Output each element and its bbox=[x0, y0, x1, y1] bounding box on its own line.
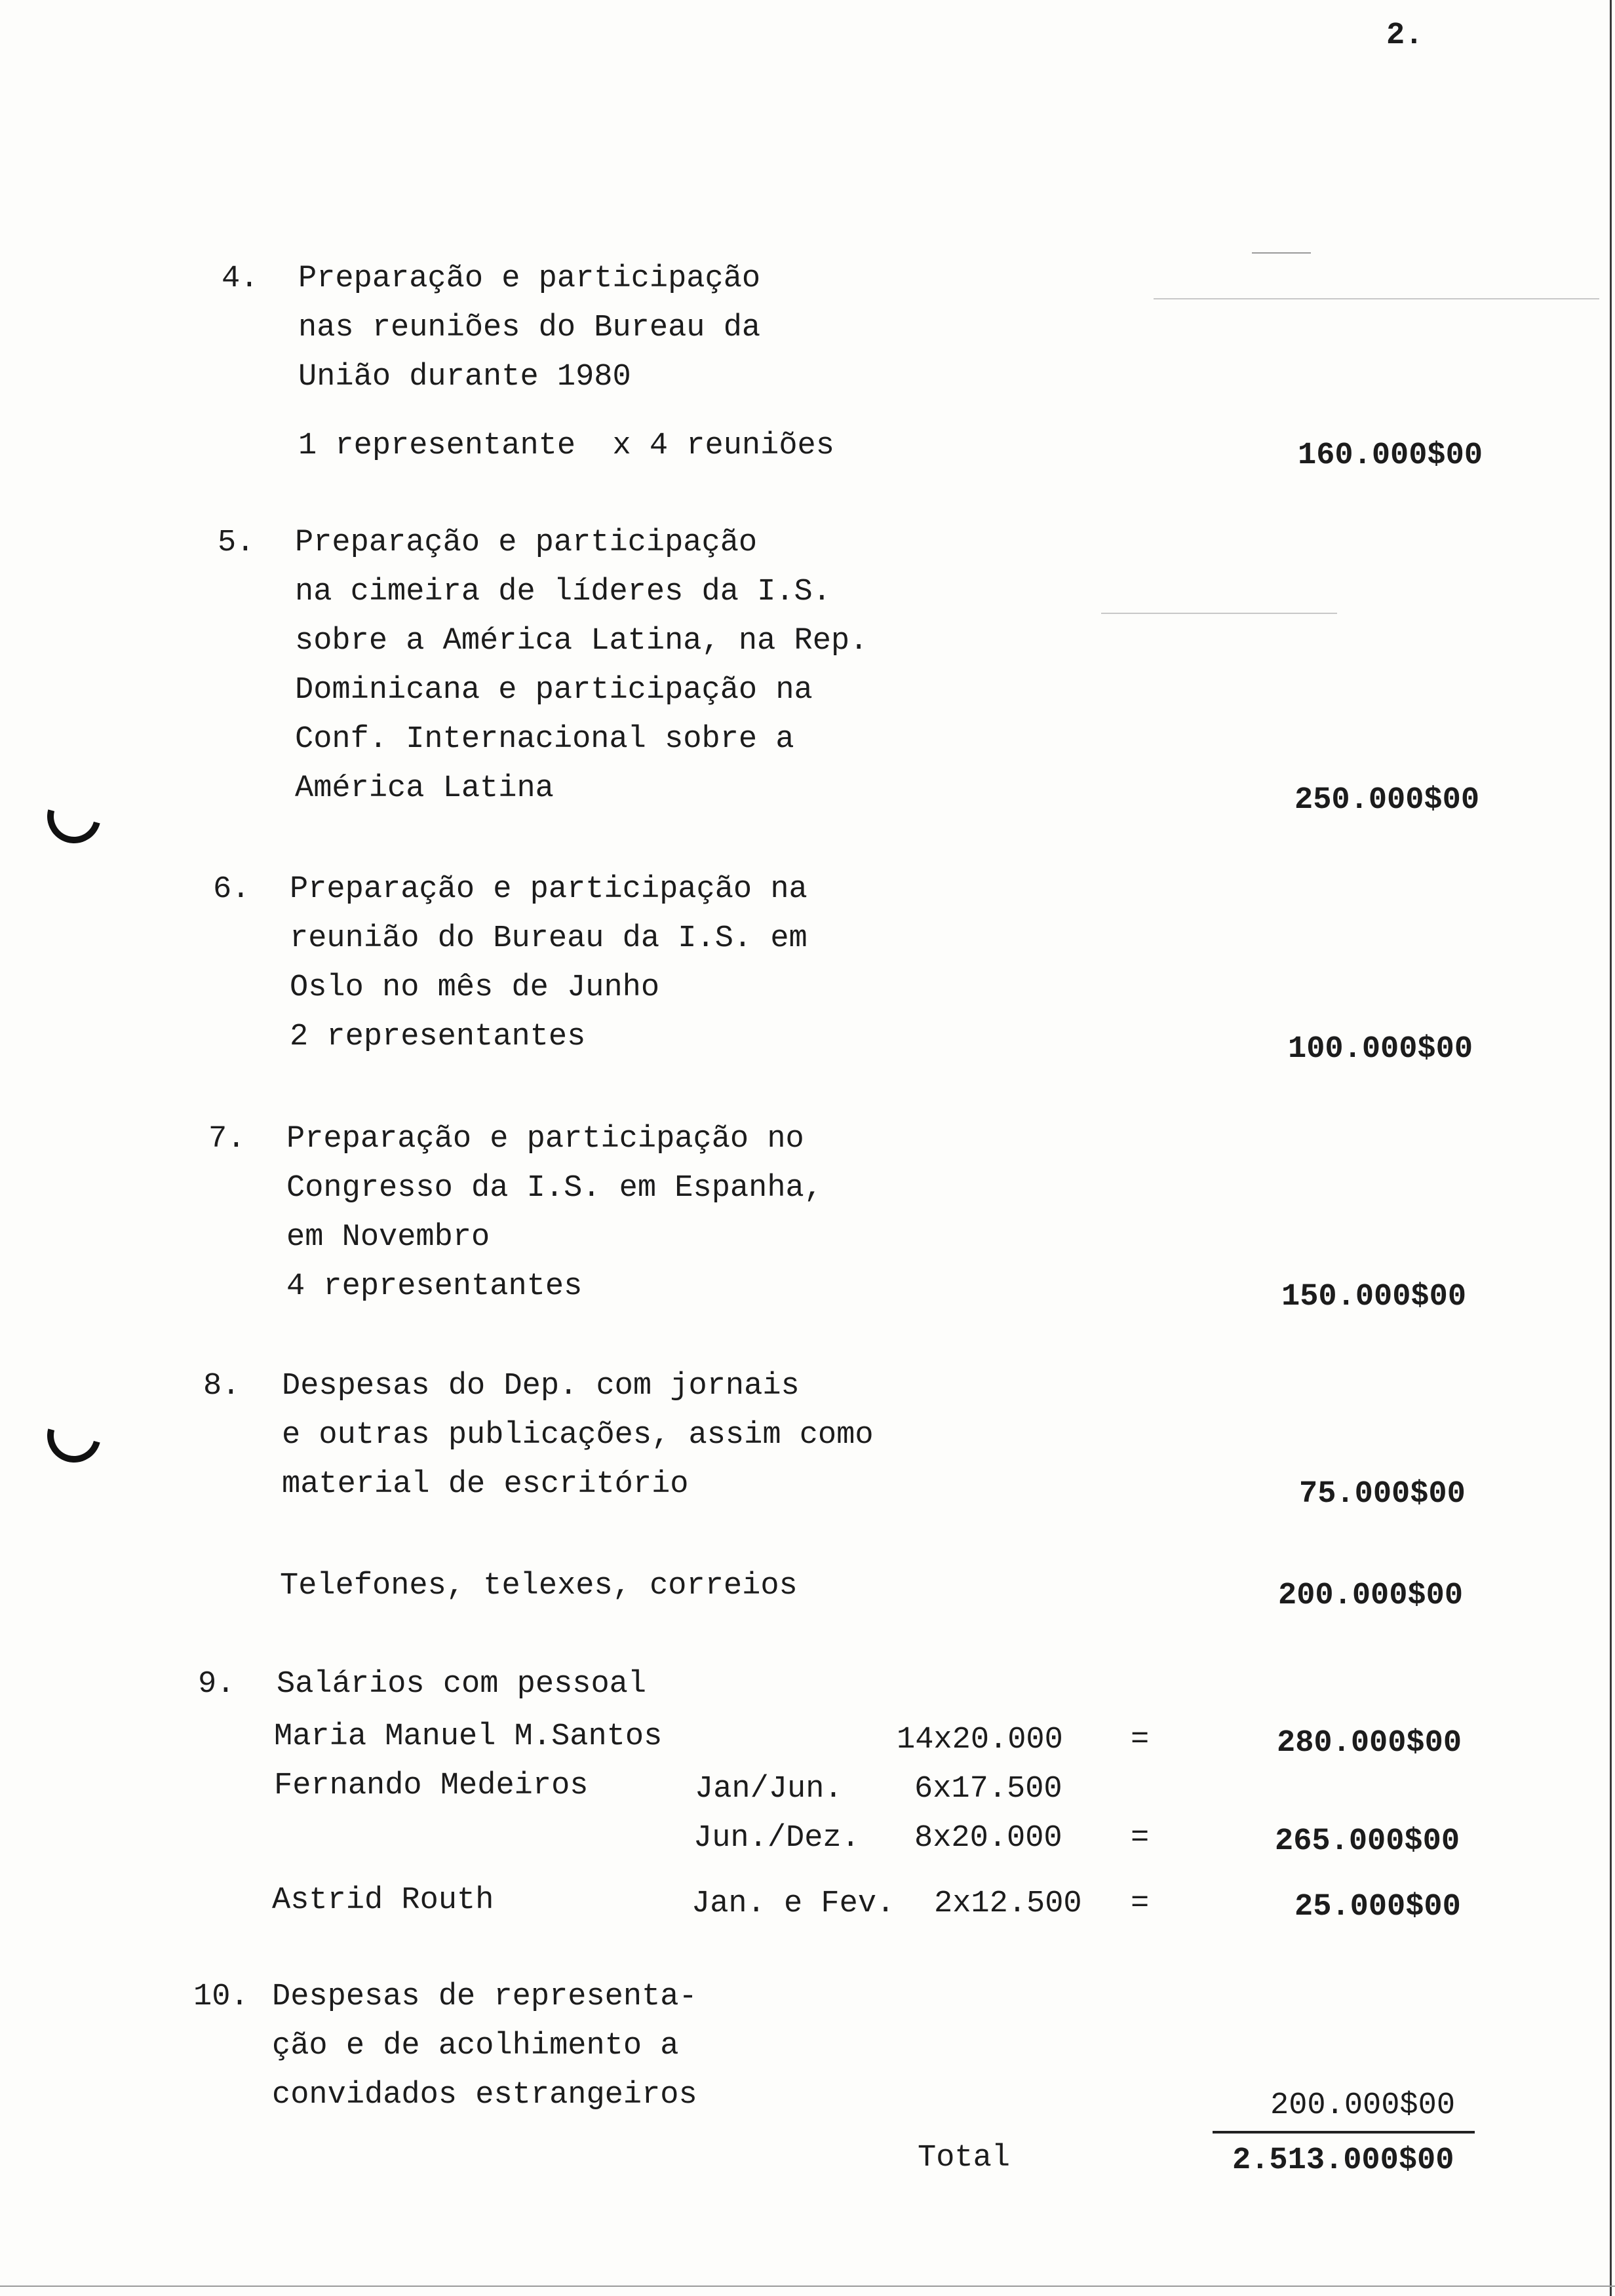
item-extra-line: Telefones, telexes, correios bbox=[280, 1569, 798, 1603]
punch-hole-top bbox=[37, 780, 111, 853]
staff-calc: 8x20.000 bbox=[914, 1821, 1062, 1856]
staff-calc: 6x17.500 bbox=[914, 1772, 1062, 1807]
staff-name: Maria Manuel M.Santos bbox=[274, 1719, 663, 1754]
page-edge bbox=[1610, 0, 1612, 2296]
item-number: 8. bbox=[203, 1369, 241, 1404]
item-description-line: 2 representantes bbox=[290, 1020, 586, 1054]
item-description-line: reunião do Bureau da I.S. em bbox=[290, 921, 808, 956]
item-description-line: na cimeira de líderes da I.S. bbox=[295, 575, 831, 609]
item-number: 7. bbox=[208, 1122, 246, 1157]
item-description-line: Preparação e participação bbox=[298, 261, 761, 296]
scan-artifact bbox=[1101, 613, 1337, 614]
punch-hole-bottom bbox=[37, 1399, 111, 1472]
item-description-line: ção e de acolhimento a bbox=[272, 2029, 679, 2063]
staff-amount: 265.000$00 bbox=[1275, 1824, 1460, 1859]
total-amount: 2.513.000$00 bbox=[1232, 2143, 1454, 2178]
item-description-line: União durante 1980 bbox=[298, 360, 631, 394]
item-number: 5. bbox=[218, 526, 255, 560]
staff-calc: 2x12.500 bbox=[934, 1886, 1082, 1921]
page-bottom-edge bbox=[0, 2286, 1615, 2287]
item-amount: 250.000$00 bbox=[1294, 783, 1480, 818]
scan-artifact bbox=[1252, 252, 1311, 254]
item-description-line: Despesas do Dep. com jornais bbox=[282, 1369, 800, 1404]
staff-period: Jun./Dez. bbox=[693, 1821, 860, 1856]
staff-name: Astrid Routh bbox=[272, 1883, 494, 1918]
item-description-line: Oslo no mês de Junho bbox=[290, 970, 660, 1005]
item-description-line: nas reuniões do Bureau da bbox=[298, 311, 761, 345]
item-description-line: Preparação e participação no bbox=[286, 1122, 804, 1157]
item-description-line: 4 representantes bbox=[286, 1269, 583, 1304]
item-amount: 150.000$00 bbox=[1281, 1280, 1467, 1314]
page-number: 2. bbox=[1386, 18, 1424, 53]
item-number: 6. bbox=[213, 872, 250, 907]
item-description-line: Despesas de representa- bbox=[272, 1980, 697, 2014]
item-amount: 100.000$00 bbox=[1288, 1032, 1473, 1067]
staff-equals: = bbox=[1131, 1821, 1150, 1856]
item-amount: 75.000$00 bbox=[1299, 1477, 1466, 1512]
item-description-line: em Novembro bbox=[286, 1220, 490, 1255]
item-number: 9. bbox=[198, 1667, 235, 1702]
sum-underline bbox=[1213, 2131, 1475, 2133]
item-description-line: Dominicana e participação na bbox=[295, 673, 813, 708]
scan-artifact bbox=[1154, 298, 1599, 299]
item-description-line: Preparação e participação bbox=[295, 526, 758, 560]
item-amount: 200.000$00 bbox=[1270, 2088, 1456, 2123]
staff-name: Fernando Medeiros bbox=[274, 1769, 589, 1803]
item-number: 4. bbox=[222, 261, 259, 296]
item-description-line: Conf. Internacional sobre a bbox=[295, 722, 794, 757]
staff-period: Jan. e Fev. bbox=[691, 1886, 895, 1921]
item-description-line: Congresso da I.S. em Espanha, bbox=[286, 1171, 823, 1206]
staff-equals: = bbox=[1131, 1886, 1150, 1921]
item-description-line: Preparação e participação na bbox=[290, 872, 808, 907]
item-description-line: sobre a América Latina, na Rep. bbox=[295, 624, 868, 659]
item-number: 10. bbox=[193, 1980, 249, 2014]
total-label: Total bbox=[918, 2141, 1011, 2175]
staff-amount: 25.000$00 bbox=[1294, 1890, 1461, 1924]
staff-amount: 280.000$00 bbox=[1277, 1726, 1462, 1761]
item-description-line: convidados estrangeiros bbox=[272, 2078, 697, 2113]
staff-period: Jan/Jun. bbox=[695, 1772, 843, 1807]
item-detail: 1 representante x 4 reuniões bbox=[298, 429, 834, 463]
staff-calc: 14x20.000 bbox=[897, 1723, 1063, 1757]
item-description-line: material de escritório bbox=[282, 1467, 689, 1502]
item-amount: 160.000$00 bbox=[1298, 438, 1483, 473]
item-title: Salários com pessoal bbox=[277, 1667, 647, 1702]
item-description-line: América Latina bbox=[295, 771, 554, 806]
item-description-line: e outras publicações, assim como bbox=[282, 1418, 874, 1453]
staff-equals: = bbox=[1131, 1723, 1150, 1757]
item-extra-amount: 200.000$00 bbox=[1278, 1578, 1464, 1613]
